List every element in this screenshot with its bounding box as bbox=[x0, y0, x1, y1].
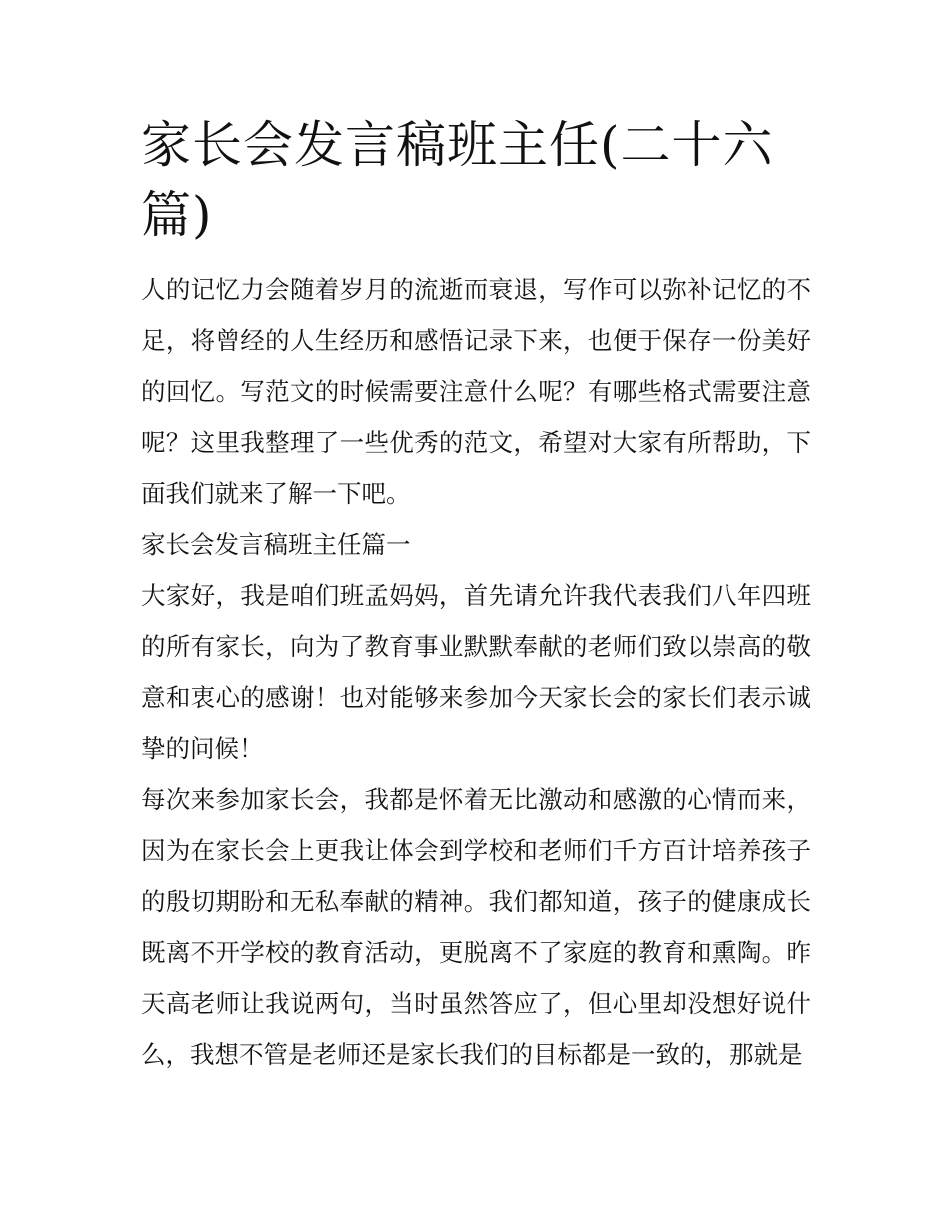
document-title: 家长会发言稿班主任(二十六篇) bbox=[141, 116, 774, 244]
section-heading: 家长会发言稿班主任篇一 bbox=[141, 530, 411, 559]
body-paragraph-2: 每次来参加家长会，我都是怀着无比激动和感激的心情而来，因为在家长会上更我让体会到学校和老师们千方百计培养孩子的殷切期盼和无私奉献的精神。我们都知道，孩子的健康成长既离不开学校的教育活动，更脱离不了家庭的教育和熏陶。昨天高老师让我说两句，当时虽然答应了，但心里却没想好说什么，我想不管是老师还是家长我们的目标都是一致的，那就是 bbox=[141, 785, 811, 1069]
document-page bbox=[141, 110, 811, 1080]
body-paragraph-1: 大家好，我是咱们班孟妈妈，首先请允许我代表我们八年四班的所有家长，向为了教育事业默默奉献的老师们致以崇高的敬意和衷心的感谢！也对能够来参加今天家长会的家长们表示诚挚的问候！ bbox=[141, 581, 811, 763]
intro-paragraph: 人的记忆力会随着岁月的流逝而衰退，写作可以弥补记忆的不足，将曾经的人生经历和感悟记录下来，也便于保存一份美好的回忆。写范文的时候需要注意什么呢？有哪些格式需要注意呢？这里我整理了一些优秀的范文，希望对大家有所帮助，下面我们就来了解一下吧。 bbox=[141, 275, 811, 508]
document-body bbox=[141, 264, 811, 1080]
